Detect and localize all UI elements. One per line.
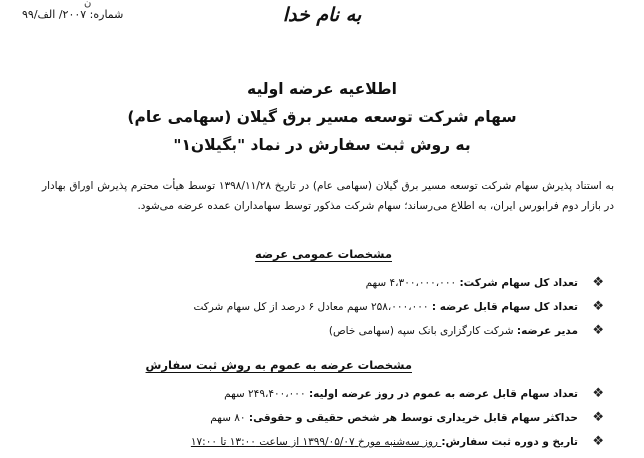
- diamond-bullet-icon: ❖: [592, 434, 604, 449]
- item-label: مدیر عرضه:: [516, 325, 578, 337]
- title-line-1: اطلاعیه عرضه اولیه: [247, 80, 397, 98]
- diamond-bullet-icon: ❖: [592, 386, 604, 401]
- basmala-heading: به نام خدا: [282, 4, 362, 26]
- intro-paragraph: به استناد پذیرش سهام شرکت توسعه مسیر برق گیلان (سهامی عام) در تاریخ ۱۳۹۸/۱۱/۲۸ توسط هیأت محترم پذیرش اوراق بهادار در بازار دوم فرابورس ایران، به اطلاع می‌رساند؛ سهام شرکت مذکور توسط سهامداران عمده عرضه می‌شود.: [42, 180, 614, 212]
- list-item: [44, 295, 604, 319]
- diamond-bullet-icon: ❖: [592, 410, 604, 425]
- item-label: تاریخ و دوره ثبت سفارش:: [441, 436, 578, 448]
- title-line-3: به روش ثبت سفارش در نماد "بگیلان۱": [173, 136, 471, 154]
- title-line-2: سهام شرکت توسعه مسیر برق گیلان (سهامی عام): [127, 108, 517, 126]
- letter-number: شماره: ۲۰۰۷/ الف/۹۹: [22, 8, 124, 21]
- list-item: [44, 430, 604, 454]
- list-item: [44, 319, 604, 343]
- list-item: [44, 406, 604, 430]
- item-value: ۲۴۹،۴۰۰،۰۰۰ سهم: [224, 388, 309, 400]
- list-item: [44, 382, 604, 406]
- general-section-heading: مشخصات عمومی عرضه: [255, 247, 392, 261]
- item-value: ۲۵۸،۰۰۰،۰۰۰ سهم معادل ۶ درصد از کل سهام شرکت: [193, 301, 432, 313]
- general-items-list: [44, 271, 604, 343]
- item-label: تعداد کل سهام شرکت:: [459, 277, 578, 289]
- item-value: ۴،۳۰۰،۰۰۰،۰۰۰ سهم: [365, 277, 460, 289]
- diamond-bullet-icon: ❖: [592, 299, 604, 314]
- public-section-heading: مشخصات عرضه به عموم به روش ثبت سفارش: [145, 358, 412, 372]
- diamond-bullet-icon: ❖: [592, 275, 604, 290]
- item-label: تعداد سهام قابل عرضه به عموم در روز عرضه اولیه:: [308, 388, 578, 400]
- item-value: ۸۰ سهم: [210, 412, 249, 424]
- item-value: روز سه‌شنبه مورخ ۱۳۹۹/۰۵/۰۷ از ساعت ۱۳:۰۰ تا ۱۷:۰۰: [190, 436, 442, 448]
- item-value: شرکت کارگزاری بانک سپه (سهامی خاص): [328, 325, 517, 337]
- item-label: تعداد کل سهام قابل عرضه :: [431, 301, 578, 313]
- diamond-bullet-icon: ❖: [592, 323, 604, 338]
- corner-fragment: ن: [84, 0, 92, 9]
- list-item: [44, 271, 604, 295]
- public-items-list: [44, 382, 604, 454]
- item-label: حداکثر سهام قابل خریداری توسط هر شخص حقیقی و حقوقی:: [248, 412, 578, 424]
